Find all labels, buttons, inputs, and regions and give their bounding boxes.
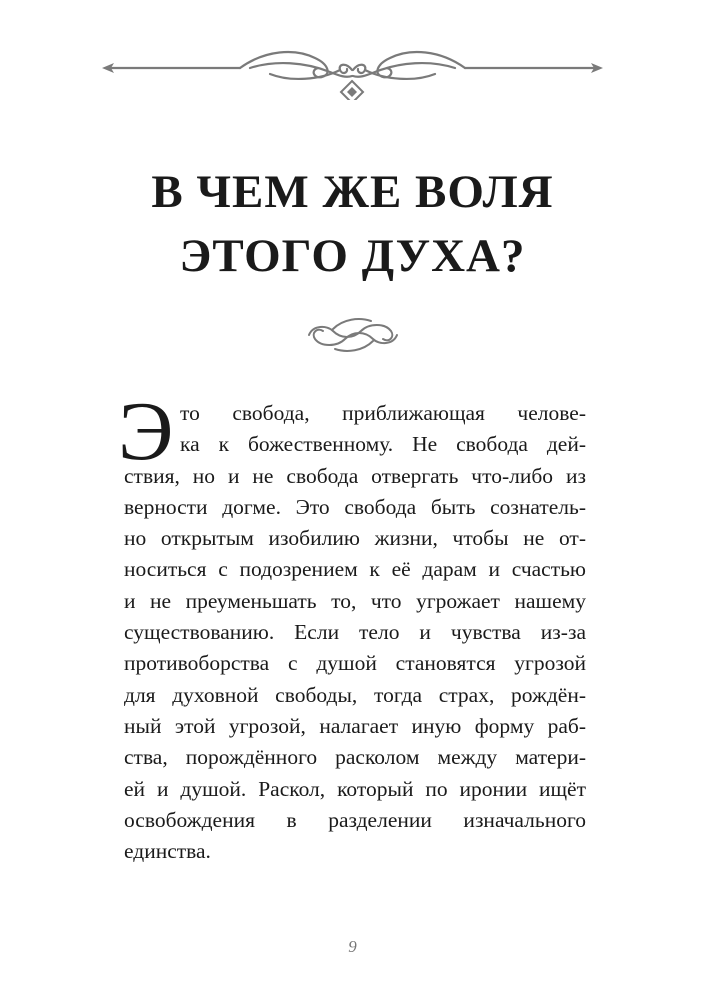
text-line: то свобода, приближающая челове- [180, 401, 586, 425]
text-line: ствия, но и не свобода отвергать что-либо из [124, 463, 586, 488]
text-line: ей и душой. Раскол, который по иронии ищёт [124, 776, 586, 801]
text-line: верности догме. Это свобода быть сознатель- [124, 494, 586, 519]
text-line: но открытым изобилию жизни, чтобы не от- [124, 526, 586, 551]
text-line: противоборства с душой становятся угрозой [124, 651, 586, 676]
chapter-title-line-1: В ЧЕМ ЖЕ ВОЛЯ [151, 166, 554, 218]
text-line: освобождения в разделении изначального [124, 807, 586, 832]
text-line: и не преуменьшать то, что угрожает нашему [124, 588, 586, 613]
chapter-title-line-2: ЭТОГО ДУХА? [179, 230, 526, 282]
text-line: единства. [124, 839, 211, 864]
text-line: ный этой угрозой, налагает иную форму раб- [124, 713, 586, 738]
text-line: ства, порождённого расколом между матери- [124, 745, 586, 770]
divider-flourish-icon [303, 313, 403, 357]
text-line: существованию. Если тело и чувства из-за [124, 620, 586, 645]
drop-cap: Э [118, 385, 174, 478]
text-line: ка к божественному. Не свобода дей- [180, 432, 586, 457]
text-line: носиться с подозрением к её дарам и счастью [124, 557, 586, 582]
top-ornament-flourish-icon [100, 40, 605, 100]
page-number: 9 [348, 937, 357, 956]
chapter-title [0, 160, 705, 288]
body-paragraph [118, 385, 586, 867]
text-line: для духовной свободы, тогда страх, рождён- [124, 682, 586, 707]
